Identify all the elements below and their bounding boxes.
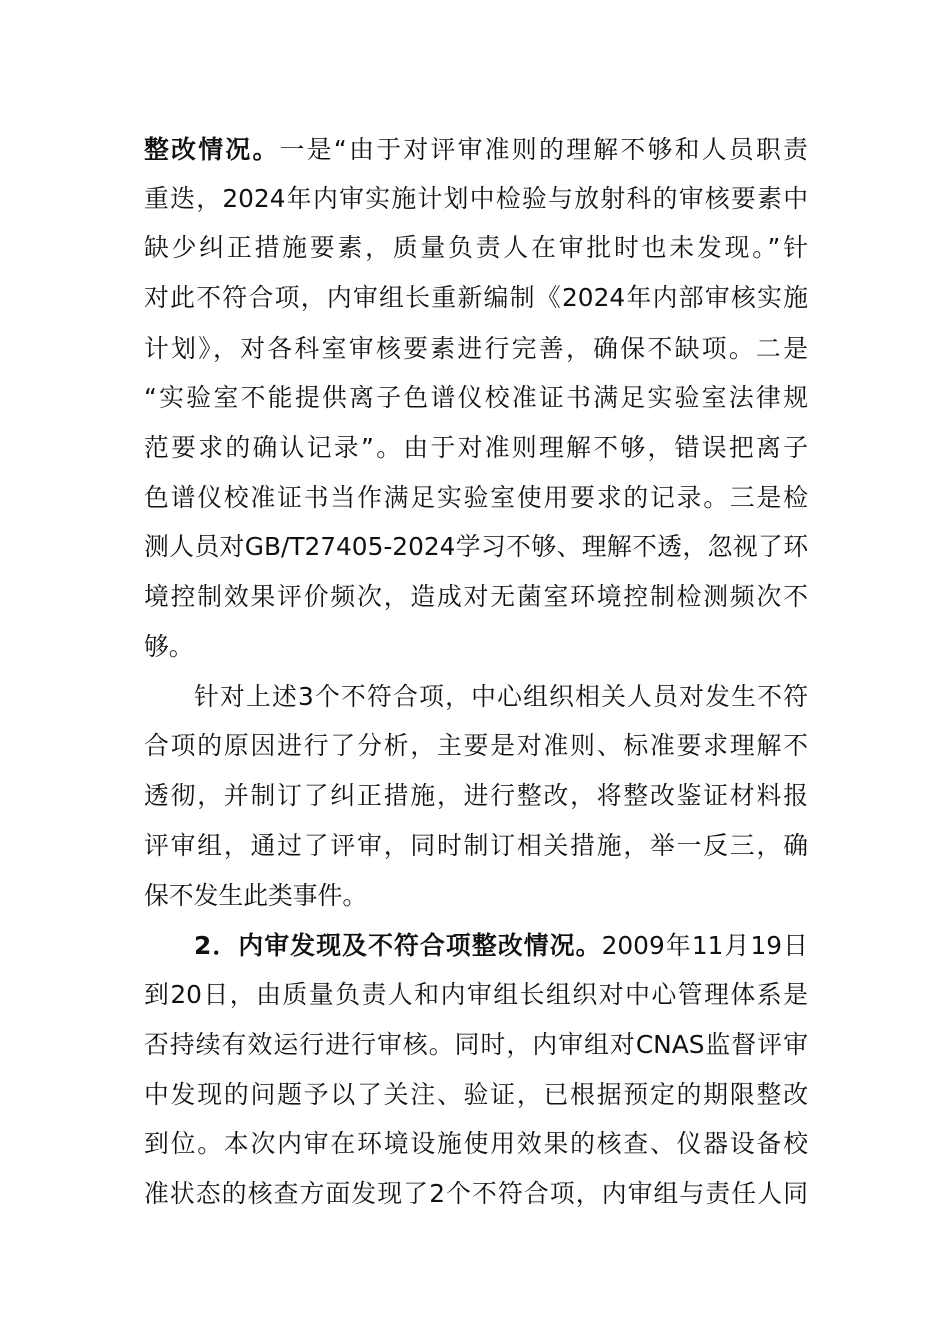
- paragraph-line: 针对上述3个不符合项，中心组织相关人员对发生不符: [194, 682, 808, 711]
- paragraph-line: 到位。本次内审在环境设施使用效果的核查、仪器设备校: [144, 1129, 808, 1158]
- paragraph-line: “实验室不能提供离子色谱仪校准证书满足实验室法律规: [144, 383, 808, 412]
- paragraph-line: 中发现的问题予以了关注、验证，已根据预定的期限整改: [144, 1080, 808, 1109]
- paragraph-line: 重迭，2024年内审实施计划中检验与放射科的审核要素中: [144, 184, 808, 213]
- paragraph-line: 缺少纠正措施要素，质量负责人在审批时也未发现。”针: [144, 233, 808, 262]
- paragraph-line: 对此不符合项，内审组长重新编制《2024年内部审核实施: [144, 283, 808, 312]
- heading-text: 整改情况。: [144, 135, 280, 164]
- paragraph-line: [144, 133, 808, 167]
- paragraph-line: 够。: [144, 632, 194, 661]
- paragraph-line: 范要求的确认记录”。由于对准则理解不够，错误把离子: [144, 433, 808, 462]
- section-heading: 2．内审发现及不符合项整改情况。: [194, 931, 602, 960]
- paragraph-line: 准状态的核查方面发现了2个不符合项，内审组与责任人同: [144, 1179, 808, 1208]
- paragraph-line: 到20日，由质量负责人和内审组长组织对中心管理体系是: [144, 980, 808, 1009]
- paragraph-line: [194, 929, 808, 963]
- paragraph-line: 保不发生此类事件。: [144, 881, 368, 910]
- body-text: 2009年11月19日: [601, 931, 808, 960]
- paragraph-line: 否持续有效运行进行审核。同时，内审组对CNAS监督评审: [144, 1030, 808, 1059]
- paragraph-line: 测人员对GB/T27405-2024学习不够、理解不透，忽视了环: [144, 532, 808, 561]
- paragraph-line: 透彻，并制订了纠正措施，进行整改，将整改鉴证材料报: [144, 781, 808, 810]
- paragraph-line: 计划》，对各科室审核要素进行完善，确保不缺项。二是: [144, 334, 808, 363]
- body-text: 一是“由于对评审准则的理解不够和人员职责: [279, 135, 808, 164]
- paragraph-line: 合项的原因进行了分析，主要是对准则、标准要求理解不: [144, 731, 808, 760]
- paragraph-line: 境控制效果评价频次，造成对无菌室环境控制检测频次不: [144, 582, 808, 611]
- paragraph-line: 色谱仪校准证书当作满足实验室使用要求的记录。三是检: [144, 483, 808, 512]
- paragraph-line: 评审组，通过了评审，同时制订相关措施，举一反三，确: [144, 831, 808, 860]
